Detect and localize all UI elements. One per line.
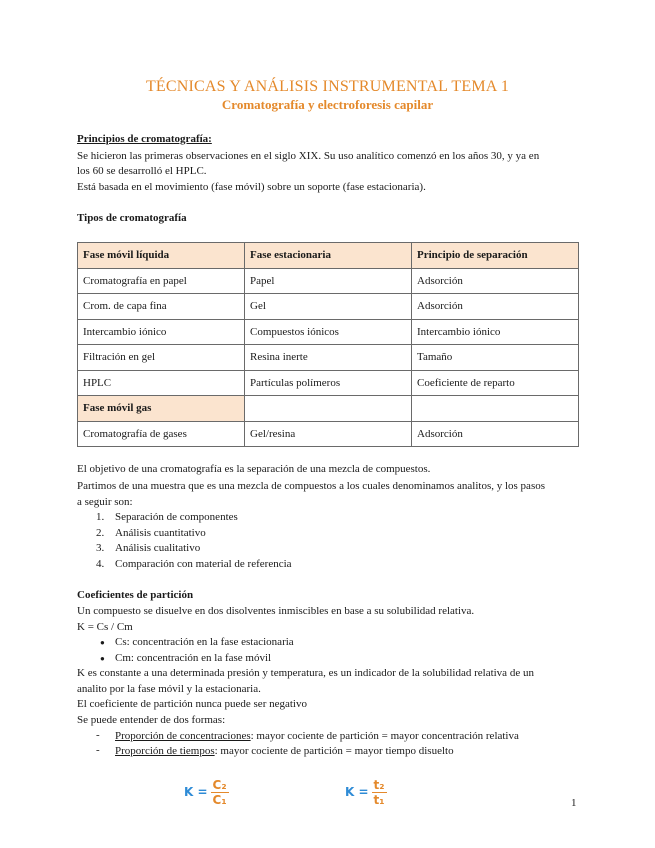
formula-fraction (372, 778, 387, 807)
table-row (78, 268, 579, 294)
table-cell: Crom. de capa fina (78, 294, 245, 320)
list-item-term: Proporción de concentraciones (115, 730, 251, 742)
table-cell-empty (245, 396, 412, 422)
table-cell: Filtración en gel (78, 345, 245, 371)
paragraph-line: K = Cs / Cm (77, 621, 133, 633)
table-row (78, 345, 579, 371)
table-cell: Adsorción (412, 294, 579, 320)
table-cell: Adsorción (412, 268, 579, 294)
table-header-row (78, 243, 579, 269)
list-item: Separación de componentes (115, 511, 238, 523)
list-number: 2. (96, 527, 105, 539)
chromatography-table (77, 242, 579, 447)
formula-numerator: C₂ (212, 778, 227, 792)
list-item (115, 744, 454, 760)
table-cell: HPLC (78, 370, 245, 396)
section-heading-principles: Principios de cromatografía: (77, 133, 212, 145)
list-item: Cs: concentración en la fase estacionaria (115, 636, 294, 648)
list-item-term: Proporción de tiempos (115, 745, 215, 757)
section-heading-types: Tipos de cromatografía (77, 212, 187, 224)
table-cell: Resina inerte (245, 345, 412, 371)
table-row (78, 294, 579, 320)
list-item: Análisis cuantitativo (115, 527, 206, 539)
table-subheader-cell: Fase móvil gas (78, 396, 245, 422)
table-subheader-row (78, 396, 579, 422)
table-row (78, 370, 579, 396)
bullet-icon: ● (100, 654, 105, 663)
paragraph-line: analito por la fase móvil y la estacionaria. (77, 683, 261, 695)
list-item: Análisis cualitativo (115, 542, 201, 554)
section-heading-partition: Coeficientes de partición (77, 589, 194, 601)
bullet-icon: ● (100, 638, 105, 647)
list-item: Cm: concentración en la fase móvil (115, 652, 272, 664)
formula-concentrations (184, 778, 229, 807)
paragraph-line: a seguir son: (77, 496, 133, 508)
table-cell: Compuestos iónicos (245, 319, 412, 345)
document-title: TÉCNICAS Y ANÁLISIS INSTRUMENTAL TEMA 1 (145, 78, 510, 95)
table-cell: Gel (245, 294, 412, 320)
page-number: 1 (571, 797, 577, 809)
paragraph-line: El objetivo de una cromatografía es la separación de una mezcla de compuestos. (77, 463, 431, 475)
table-cell: Intercambio iónico (412, 319, 579, 345)
list-item: Comparación con material de referencia (115, 558, 292, 570)
formula-lhs: K = (345, 785, 369, 799)
table-header-cell: Principio de separación (412, 243, 579, 269)
table-cell: Coeficiente de reparto (412, 370, 579, 396)
paragraph-line: El coeficiente de partición nunca puede ser negativo (77, 698, 307, 710)
dash-icon: - (96, 744, 100, 756)
table-row (78, 421, 579, 447)
list-number: 1. (96, 511, 105, 523)
formula-numerator: t₂ (373, 778, 385, 792)
table-cell: Gel/resina (245, 421, 412, 447)
table-cell: Cromatografía de gases (78, 421, 245, 447)
paragraph-line: Se puede entender de dos formas: (77, 714, 226, 726)
document-subtitle: Cromatografía y electroforesis capilar (221, 97, 434, 112)
paragraph-line: Partimos de una muestra que es una mezcla de compuestos a los cuales denominamos analitos, y los pasos (77, 480, 545, 492)
formula-lhs: K = (184, 785, 208, 799)
list-item-text: : mayor cociente de partición = mayor tiempo disuelto (214, 745, 454, 757)
formula-fraction (211, 778, 229, 807)
table-cell-empty (412, 396, 579, 422)
formula-denominator: t₁ (373, 793, 385, 807)
paragraph-line: Está basada en el movimiento (fase móvil) sobre un soporte (fase estacionaria). (77, 181, 426, 193)
list-item-text: : mayor cociente de partición = mayor concentración relativa (250, 730, 519, 742)
formula-times (345, 778, 387, 807)
paragraph-line: Un compuesto se disuelve en dos disolventes inmiscibles en base a su solubilidad relativa. (77, 605, 475, 617)
table-cell: Intercambio iónico (78, 319, 245, 345)
table-cell: Adsorción (412, 421, 579, 447)
table-cell: Papel (245, 268, 412, 294)
table-header-cell: Fase estacionaria (245, 243, 412, 269)
table-cell: Tamaño (412, 345, 579, 371)
list-number: 3. (96, 542, 105, 554)
list-item (115, 729, 519, 745)
table-cell: Partículas polímeros (245, 370, 412, 396)
paragraph-line: Se hicieron las primeras observaciones en el siglo XIX. Su uso analítico comenzó en los años 30, y ya en (77, 150, 540, 162)
table-header-cell: Fase móvil líquida (78, 243, 245, 269)
table-cell: Cromatografía en papel (78, 268, 245, 294)
dash-icon: - (96, 729, 100, 741)
paragraph-line: los 60 se desarrolló el HPLC. (77, 165, 207, 177)
list-number: 4. (96, 558, 105, 570)
formula-denominator: C₁ (212, 793, 227, 807)
paragraph-line: K es constante a una determinada presión y temperatura, es un indicador de la solubilidad relativa de un (77, 667, 534, 679)
table-row (78, 319, 579, 345)
